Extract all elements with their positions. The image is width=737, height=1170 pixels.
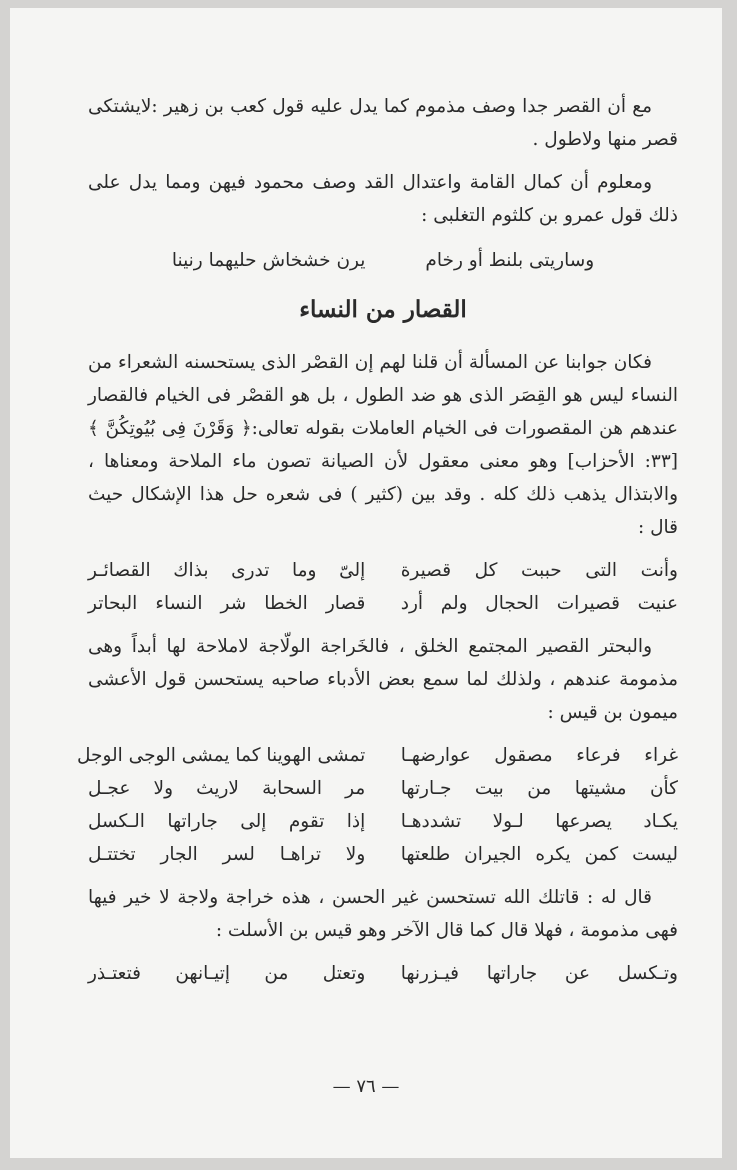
verse-line [77, 739, 678, 772]
verse-line [88, 805, 678, 838]
verse-first-hemistich: وأنت التى حببت كل قصيرة [400, 560, 678, 581]
paragraph-reply: قال له : قاتلك الله تستحسن غير الحسن ، هذه خراجة ولاجة لا خير فيها فهى مذمومة ، فهلا قال كما قال الآخر وهو قيس بن الأسلت : [88, 887, 678, 941]
verses-kuthayyir [88, 554, 678, 620]
verse-second-hemistich: إذا تقوم إلى جاراتها الـكسل [88, 811, 366, 832]
verse-line [88, 554, 678, 587]
verse-first-hemistich: كأن مشيتها من بيت جـارتها [400, 778, 678, 799]
paragraph-answer: فكان جوابنا عن المسألة أن قلنا لهم إن القصْر الذى يستحسنه الشعراء من النساء ليس هو القِصَر الذى هو ضد الطول ، بل هو القصْر فى الخيام فالقصار عندهم هن المقصورات فى الخيام العاملات بقوله تعالى:﴿ وَقَرْنَ فِى بُيُوتِكُنَّ ﴾ [٣٣: الأحزاب] وهو معنى معقول لأن الصيانة تصون ماء الملاحة ومعناها ، والابتذال يذهب ذلك كله . وقد بين (كثير ) فى شعره حل هذا الإشكال حيث قال : [88, 352, 678, 538]
verse-line [88, 772, 678, 805]
verse-first-hemistich: وتـكسل عن جاراتها فيـزرنها [400, 963, 678, 984]
verse-first-hemistich: عنيت قصيرات الحجال ولم أرد [400, 593, 678, 614]
verse-second-hemistich: وتعتل من إتيـانهن فتعتـذر [88, 963, 366, 984]
verse-first-hemistich: يكـاد يصرعها لـولا تشددهـا [400, 811, 678, 832]
verse-first-hemistich: غراء فرعاء مصقول عوارضهـا [400, 745, 678, 766]
paragraph-buhtur: والبحتر القصير المجتمع الخلق ، فالخَراجة الولّاجة لاملاحة لها أبداً وهى مذمومة عندهم ، ولذلك لما سمع بعض الأدباء صاحبه يستحسن قول الأعشى ميمون بن قيس : [88, 636, 678, 723]
verses-asha [77, 739, 678, 871]
verse-amr-first-hemistich: وساريتى بلنط أو رخام [425, 250, 595, 271]
verse-second-hemistich: تمشى الهوينا كما يمشى الوجى الوجل [77, 745, 366, 766]
verse-second-hemistich: ولا تراهـا لسر الجار تختتـل [88, 844, 366, 865]
verse-second-hemistich: قصار الخطا شر النساء البحاتر [88, 593, 366, 614]
book-page [10, 8, 722, 1158]
section-heading: القصار من النساء [299, 296, 467, 323]
page-content [77, 90, 678, 990]
verse-first-hemistich: ليست كمن يكره الجيران طلعتها [400, 844, 678, 865]
verse-second-hemistich: إلىّ وما تدرى بذاك القصائـر [88, 560, 366, 581]
page-number: — ٧٦ — [332, 1076, 400, 1097]
verse-amr [88, 244, 678, 278]
paragraph-amr: ومعلوم أن كمال القامة واعتدال القد وصف محمود فيهن ومما يدل على ذلك قول عمرو بن كلثوم التغلبى : [88, 172, 678, 226]
verse-qays [88, 957, 678, 990]
verse-line [88, 838, 678, 871]
paragraph-kaab: مع أن القصر جدا وصف مذموم كما يدل عليه قول كعب بن زهير :لايشتكى قصر منها ولاطول . [88, 96, 678, 150]
verse-amr-second-hemistich: يرن خشخاش حليهما رنينا [171, 250, 366, 271]
verse-line [88, 587, 678, 620]
verse-second-hemistich: مر السحابة لاريث ولا عجـل [88, 778, 366, 799]
